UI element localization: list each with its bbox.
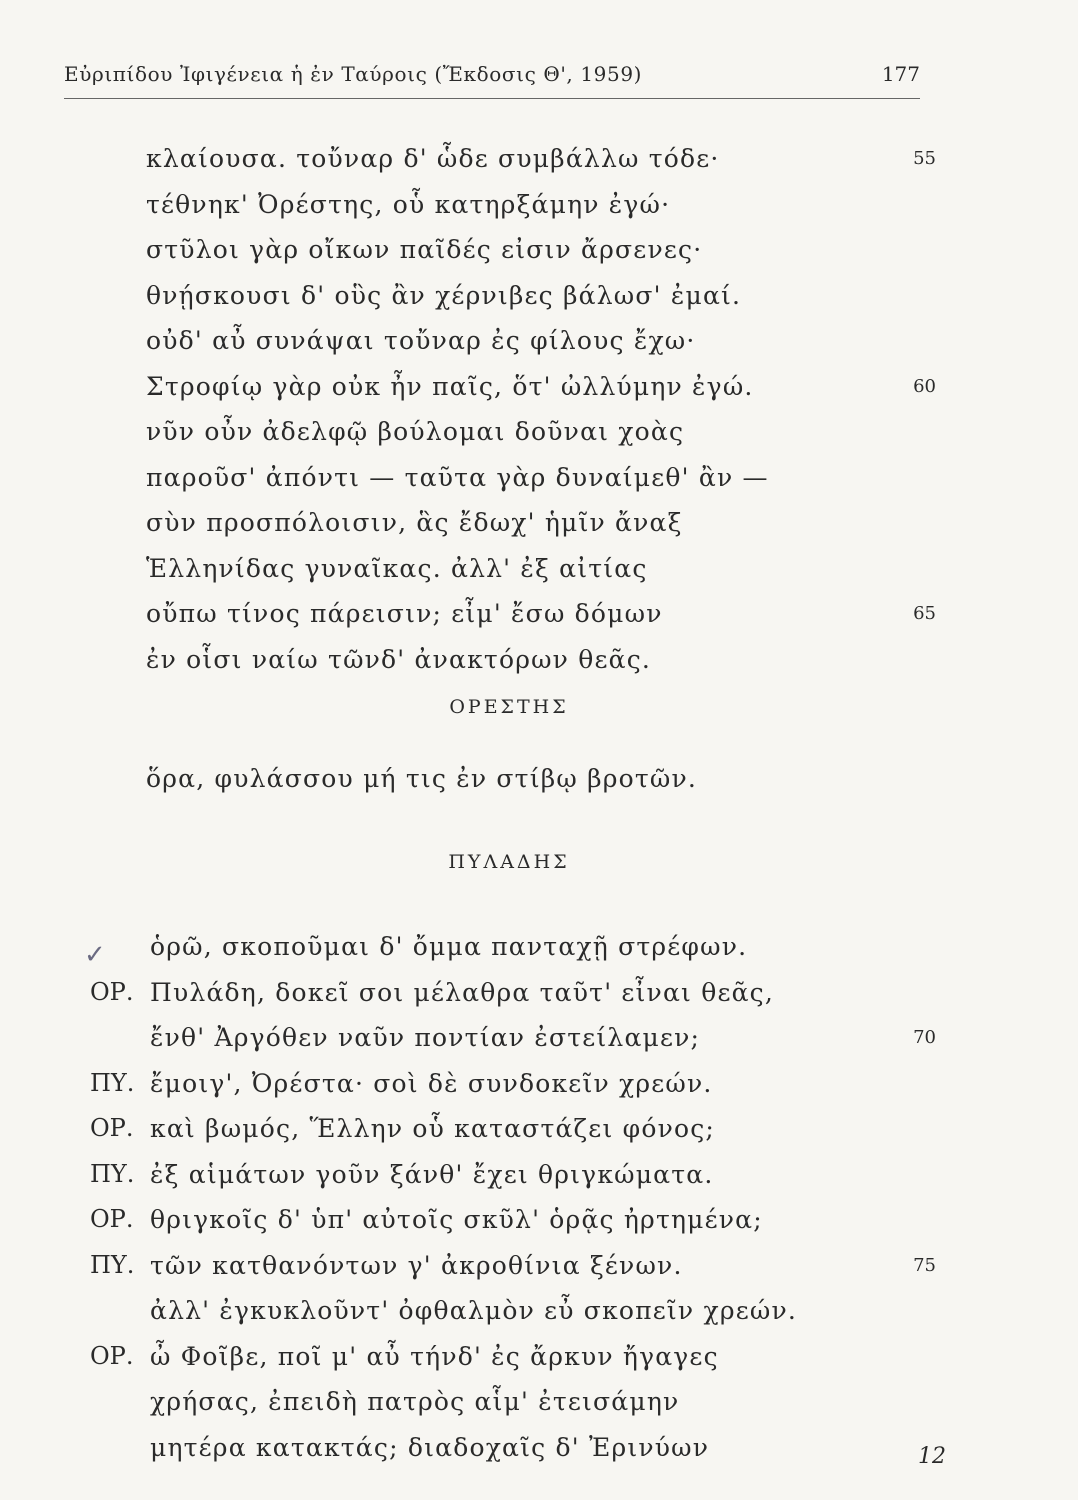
dialogue-line: καὶ βωμός, Ἕλλην οὗ καταστάζει φόνος; [150, 1114, 716, 1143]
dialogue-line: Πυλάδη, δοκεῖ σοι μέλαθρα ταῦτ' εἶναι θεᾶς, [150, 978, 775, 1007]
verse-line: Ἑλληνίδας γυναῖκας. ἀλλ' ἐξ αἰτίας [146, 554, 648, 583]
dialogue-line: ἐξ αἱμάτων γοῦν ξάνθ' ἔχει θριγκώματα. [150, 1160, 714, 1189]
dialogue-line: ἀλλ' ἐγκυκλοῦντ' ὀφθαλμὸν εὖ σκοπεῖν χρεών. [150, 1296, 798, 1325]
verse-line: τέθνηκ' Ὀρέστης, οὗ κατηρξάμην ἐγώ· [146, 190, 671, 219]
speaker-label: ΠΥ. [90, 1160, 135, 1188]
speaker-label: ΠΥ. [90, 1069, 135, 1097]
verse-line: σὺν προσπόλοισιν, ἃς ἔδωχ' ἡμῖν ἄναξ [146, 508, 683, 537]
verse-line: νῦν οὖν ἀδελφῷ βούλομαι δοῦναι χοὰς [146, 417, 685, 446]
line-number: 60 [913, 376, 936, 397]
speaker-label: ΟΡ. [90, 1205, 134, 1233]
dialogue-line: χρήσας, ἐπειδὴ πατρὸς αἷμ' ἐτεισάμην [150, 1387, 680, 1416]
orestes-verse-line: ὅρα, φυλάσσου μή τις ἐν στίβῳ βροτῶν. [146, 764, 698, 793]
running-header: Εὐριπίδου Ἰφιγένεια ἡ ἐν Ταύροις (Ἔκδοσις Θ', 1959) [64, 62, 643, 86]
verse-line: παροῦσ' ἀπόντι — ταῦτα γὰρ δυναίμεθ' ἂν — [146, 463, 769, 492]
speaker-label: ΟΡ. [90, 1114, 134, 1142]
dialogue-line: ἔμοιγ', Ὀρέστα· σοὶ δὲ συνδοκεῖν χρεών. [150, 1069, 713, 1098]
dialogue-line: τῶν κατθανόντων γ' ἀκροθίνια ξένων. [150, 1251, 683, 1280]
verse-line: ἐν οἷσι ναίω τῶνδ' ἀνακτόρων θεᾶς. [146, 645, 652, 674]
speaker-label: ΠΥ. [90, 1251, 135, 1279]
dialogue-line: ὁρῶ, σκοποῦμαι δ' ὄμμα πανταχῇ στρέφων. [150, 932, 748, 961]
dialogue-line: ἔνθ' Ἀργόθεν ναῦν ποντίαν ἐστείλαμεν; [150, 1023, 701, 1052]
verse-line: οὐδ' αὖ συνάψαι τοὔναρ ἐς φίλους ἔχω· [146, 326, 696, 355]
verse-line: θνῄσκουσι δ' οὓς ἂν χέρνιβες βάλωσ' ἐμαί. [146, 281, 742, 310]
line-number: 75 [913, 1255, 936, 1276]
verse-line: κλαίουσα. τοὔναρ δ' ὧδε συμβάλλω τόδε· [146, 144, 720, 173]
checkmark-annotation: ✓ [84, 940, 106, 970]
dialogue-line: θριγκοῖς δ' ὑπ' αὐτοῖς σκῦλ' ὁρᾷς ἠρτημένα; [150, 1205, 763, 1234]
signature-number: 12 [918, 1444, 946, 1469]
speaker-heading-pylades: ΠΥΛΑΔΗΣ [448, 851, 570, 873]
verse-line: οὔπω τίνος πάρεισιν; εἶμ' ἔσω δόμων [146, 599, 663, 628]
page-number: 177 [881, 62, 920, 86]
speaker-label: ΟΡ. [90, 978, 134, 1006]
verse-line: Στροφίῳ γὰρ οὐκ ἦν παῖς, ὅτ' ὠλλύμην ἐγώ. [146, 372, 754, 401]
header-rule [64, 98, 920, 99]
speaker-label: ΟΡ. [90, 1342, 134, 1370]
line-number: 70 [913, 1027, 936, 1048]
dialogue-line: ὦ Φοῖβε, ποῖ μ' αὖ τήνδ' ἐς ἄρκυν ἤγαγες [150, 1342, 719, 1371]
dialogue-line: μητέρα κατακτάς; διαδοχαῖς δ' Ἐρινύων [150, 1433, 710, 1462]
line-number: 55 [913, 148, 936, 169]
speaker-heading-orestes: ΟΡΕΣΤΗΣ [449, 696, 569, 718]
line-number: 65 [913, 603, 936, 624]
verse-line: στῦλοι γὰρ οἴκων παῖδές εἰσιν ἄρσενες· [146, 235, 703, 264]
